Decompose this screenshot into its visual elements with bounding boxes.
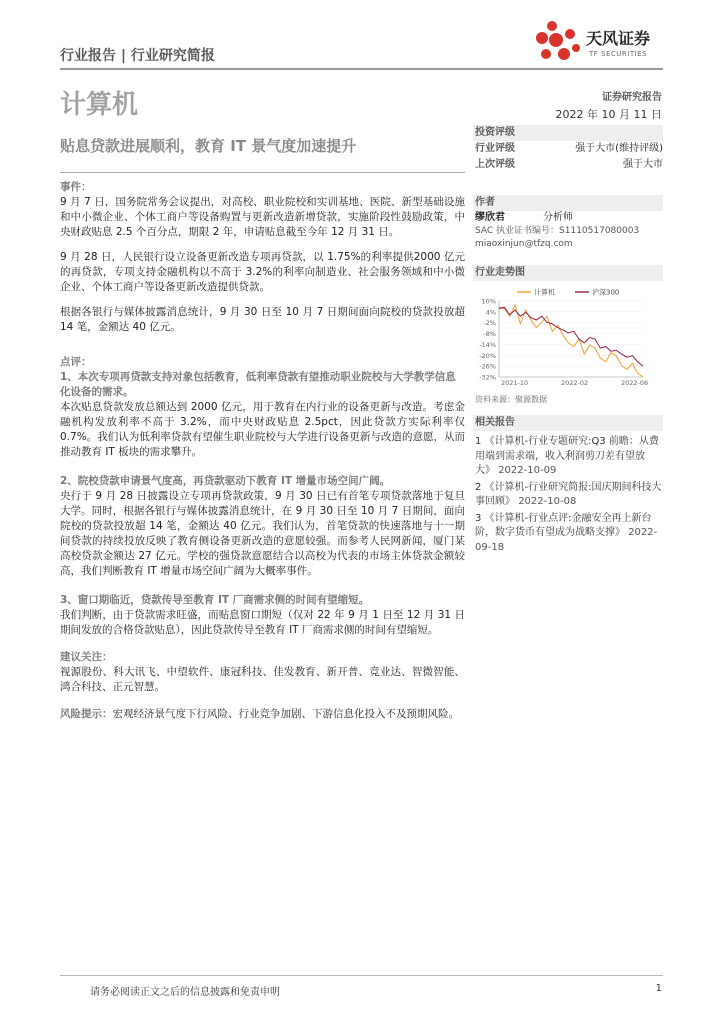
footer-divider [60, 975, 663, 976]
legend-label: 计算机 [534, 288, 555, 297]
analyst-license: SAC 执业证书编号：S1110517080003 [475, 226, 640, 236]
point-2-body: 央行于 9 月 28 日披露设立专项再贷款政策，9 月 30 日已有首笔专项贷款落地于复旦大学。同时，根据各银行与媒体披露消息统计，在 9 月 30 日至 10 月 7 日期间，面向院校的贷款投放超 14 笔，金额达 40 亿元。我们认为，首笔贷款的快速落地与十一期间贷款的持续投放反映了教育侧设备更新改造的意愿较强。而参考人民网新闻，厦门某高校贷款金额达 27 亿元。学校的强贷款意愿结合以高校为代表的市场主体贷款金额较高，我们判断教育 IT 增量市场空间广阔为大概率事件。 [60, 490, 465, 577]
rating-row [473, 141, 663, 157]
legend-label: 沪深300 [592, 288, 620, 297]
related-title: 相关报告 [473, 415, 663, 431]
x-tick-label: 2022-02 [561, 379, 589, 387]
rating-value: 强于大市 [623, 159, 663, 170]
y-tick-label: -8% [483, 330, 496, 339]
y-tick-label: -32% [479, 373, 496, 382]
related-report-title[interactable]: 1 《计算机-行业专题研究:Q3 前瞻：从费用端到需求端，收入利润剪刀差有望放大》 [475, 436, 659, 476]
headline: 贴息贷款进展顺利，教育 IT 景气度加速提升 [60, 137, 357, 155]
rating-label: 上次评级 [475, 159, 515, 170]
x-tick-label: 2021-10 [501, 379, 529, 387]
y-tick-label: -20% [479, 351, 496, 360]
related-report[interactable] [475, 512, 663, 556]
related-report-date: 2022-10-09 [498, 465, 557, 476]
related-report-title[interactable]: 2 《计算机-行业研究简报:国庆期间科技大事回顾》 [475, 481, 662, 507]
point-3-title: 3、窗口期临近，贷款传导至教育 IT 厂商需求侧的时间有望缩短。 [60, 594, 370, 606]
series-line [499, 307, 643, 366]
company-logo [534, 18, 664, 68]
suggest-body: 视源股份、科大讯飞、中望软件、康冠科技、佳发教育、新开普、竞业达、智微智能、鸿合科技、正元智慧。 [60, 666, 465, 693]
x-tick-label: 2022-06 [621, 379, 649, 387]
trend-chart [473, 287, 663, 392]
industry-title: 计算机 [60, 90, 139, 120]
y-tick-label: -26% [479, 362, 496, 371]
report-date: 2022 年 10 月 11 日 [555, 108, 662, 121]
related-report-date: 2022-09-18 [475, 527, 658, 553]
rating-label: 行业评级 [475, 143, 515, 154]
suggest-label: 建议关注： [60, 651, 113, 663]
report-type: 证券研究报告 [602, 92, 662, 103]
point-3-body: 我们判断，由于贷款需求旺盛，而贴息窗口期短（仅对 22 年 9 月 1 日至 12 月 31 日期间发放的合格贷款贴息），因此贷款传导至教育 IT 厂商需求侧的时间有望缩短。 [60, 609, 465, 636]
chart-source: 资料来源：聚源数据 [475, 395, 547, 404]
trend-title: 行业走势图 [473, 265, 663, 281]
point-2-title: 2、院校贷款申请景气度高，再贷款驱动下教育 IT 增量市场空间广阔。 [60, 475, 391, 487]
logo-text-en: TF SECURITIES [589, 50, 648, 58]
risk-body: 宏观经济景气度下行风险、行业竞争加剧、下游信息化投入不及预期风险。 [112, 708, 459, 720]
rating-value: 强于大市(维持评级) [575, 143, 663, 154]
rating-row [473, 157, 663, 173]
risk-label: 风险提示： [60, 708, 113, 720]
logo-mark-icon [534, 18, 582, 68]
related-report[interactable] [475, 481, 663, 510]
footer-disclaimer: 请务必阅读正文之后的信息披露和免责申明 [90, 987, 280, 998]
header-divider [60, 68, 663, 70]
event-label: 事件： [60, 181, 92, 193]
related-report-date: 2022-10-08 [518, 496, 577, 507]
y-tick-label: -14% [479, 340, 496, 349]
analyst-role: 分析师 [543, 212, 573, 223]
analyst-name: 缪欣君 [475, 212, 505, 223]
analyst [473, 211, 663, 225]
sidebar [473, 125, 663, 557]
related-list [473, 435, 663, 555]
event-paragraph-3: 根据各银行与媒体披露消息统计，9 月 30 日至 10 月 7 日期间面向院校的贷款投放超 14 笔，金额达 40 亿元。 [60, 306, 465, 333]
logo-text: 天风证券 [586, 29, 651, 48]
headline-divider [60, 172, 465, 173]
author-title: 作者 [473, 195, 663, 211]
y-tick-label: 4% [485, 308, 496, 317]
report-category: 行业报告 | 行业研究简报 [60, 48, 215, 64]
page-number: 1 [655, 983, 662, 994]
point-1-title: 1、本次专项再贷款支持对象包括教育，低利率贷款有望推动职业院校与大学教学信息化设备的需求。 [60, 371, 456, 398]
analyst-email: miaoxinjun@tfzq.com [475, 239, 573, 249]
point-1-body: 本次贴息贷款发放总额达到 2000 亿元，用于教育在内行业的设备更新与改造。考虑金融机构发放利率不高于 3.2%，而中央财政贴息 2.5pct，因此贷款方实际利率仅 0.7%。我们认为低利率贷款有望催生职业院校与大学进行设备更新与改造的意愿，从而推动教育 IT 板块的需求攀升。 [60, 401, 465, 458]
y-tick-label: 10% [481, 297, 496, 306]
related-report[interactable] [475, 435, 663, 479]
risk-paragraph [60, 707, 465, 722]
y-tick-label: -2% [483, 319, 496, 328]
trend-chart-svg [473, 287, 663, 392]
comment-label: 点评： [60, 356, 92, 368]
related-report-title[interactable]: 3 《计算机-行业点评:金融安全再上新台阶，数字货币有望成为战略支撑》 [475, 512, 652, 538]
main-content [60, 180, 465, 732]
event-paragraph-2: 9 月 28 日，人民银行设立设备更新改造专项再贷款，以 1.75%的利率提供2000 亿元的再贷款，专项支持金融机构以不高于 3.2%的利率向制造业、社会服务领域和中小微企业、个体工商户等设备更新改造提供贷款。 [60, 251, 465, 293]
event-paragraph-1: 9 月 7 日，国务院常务会议提出，对高校、职业院校和实训基地、医院、新型基础设施和中小微企业、个体工商户等设备购置与更新改造新增贷款，实施阶段性鼓励政策，中央财政贴息 2.5 个百分点，期限 2 年，申请贴息截至今年 12 月 31 日。 [60, 196, 465, 238]
rating-title: 投资评级 [473, 125, 663, 141]
